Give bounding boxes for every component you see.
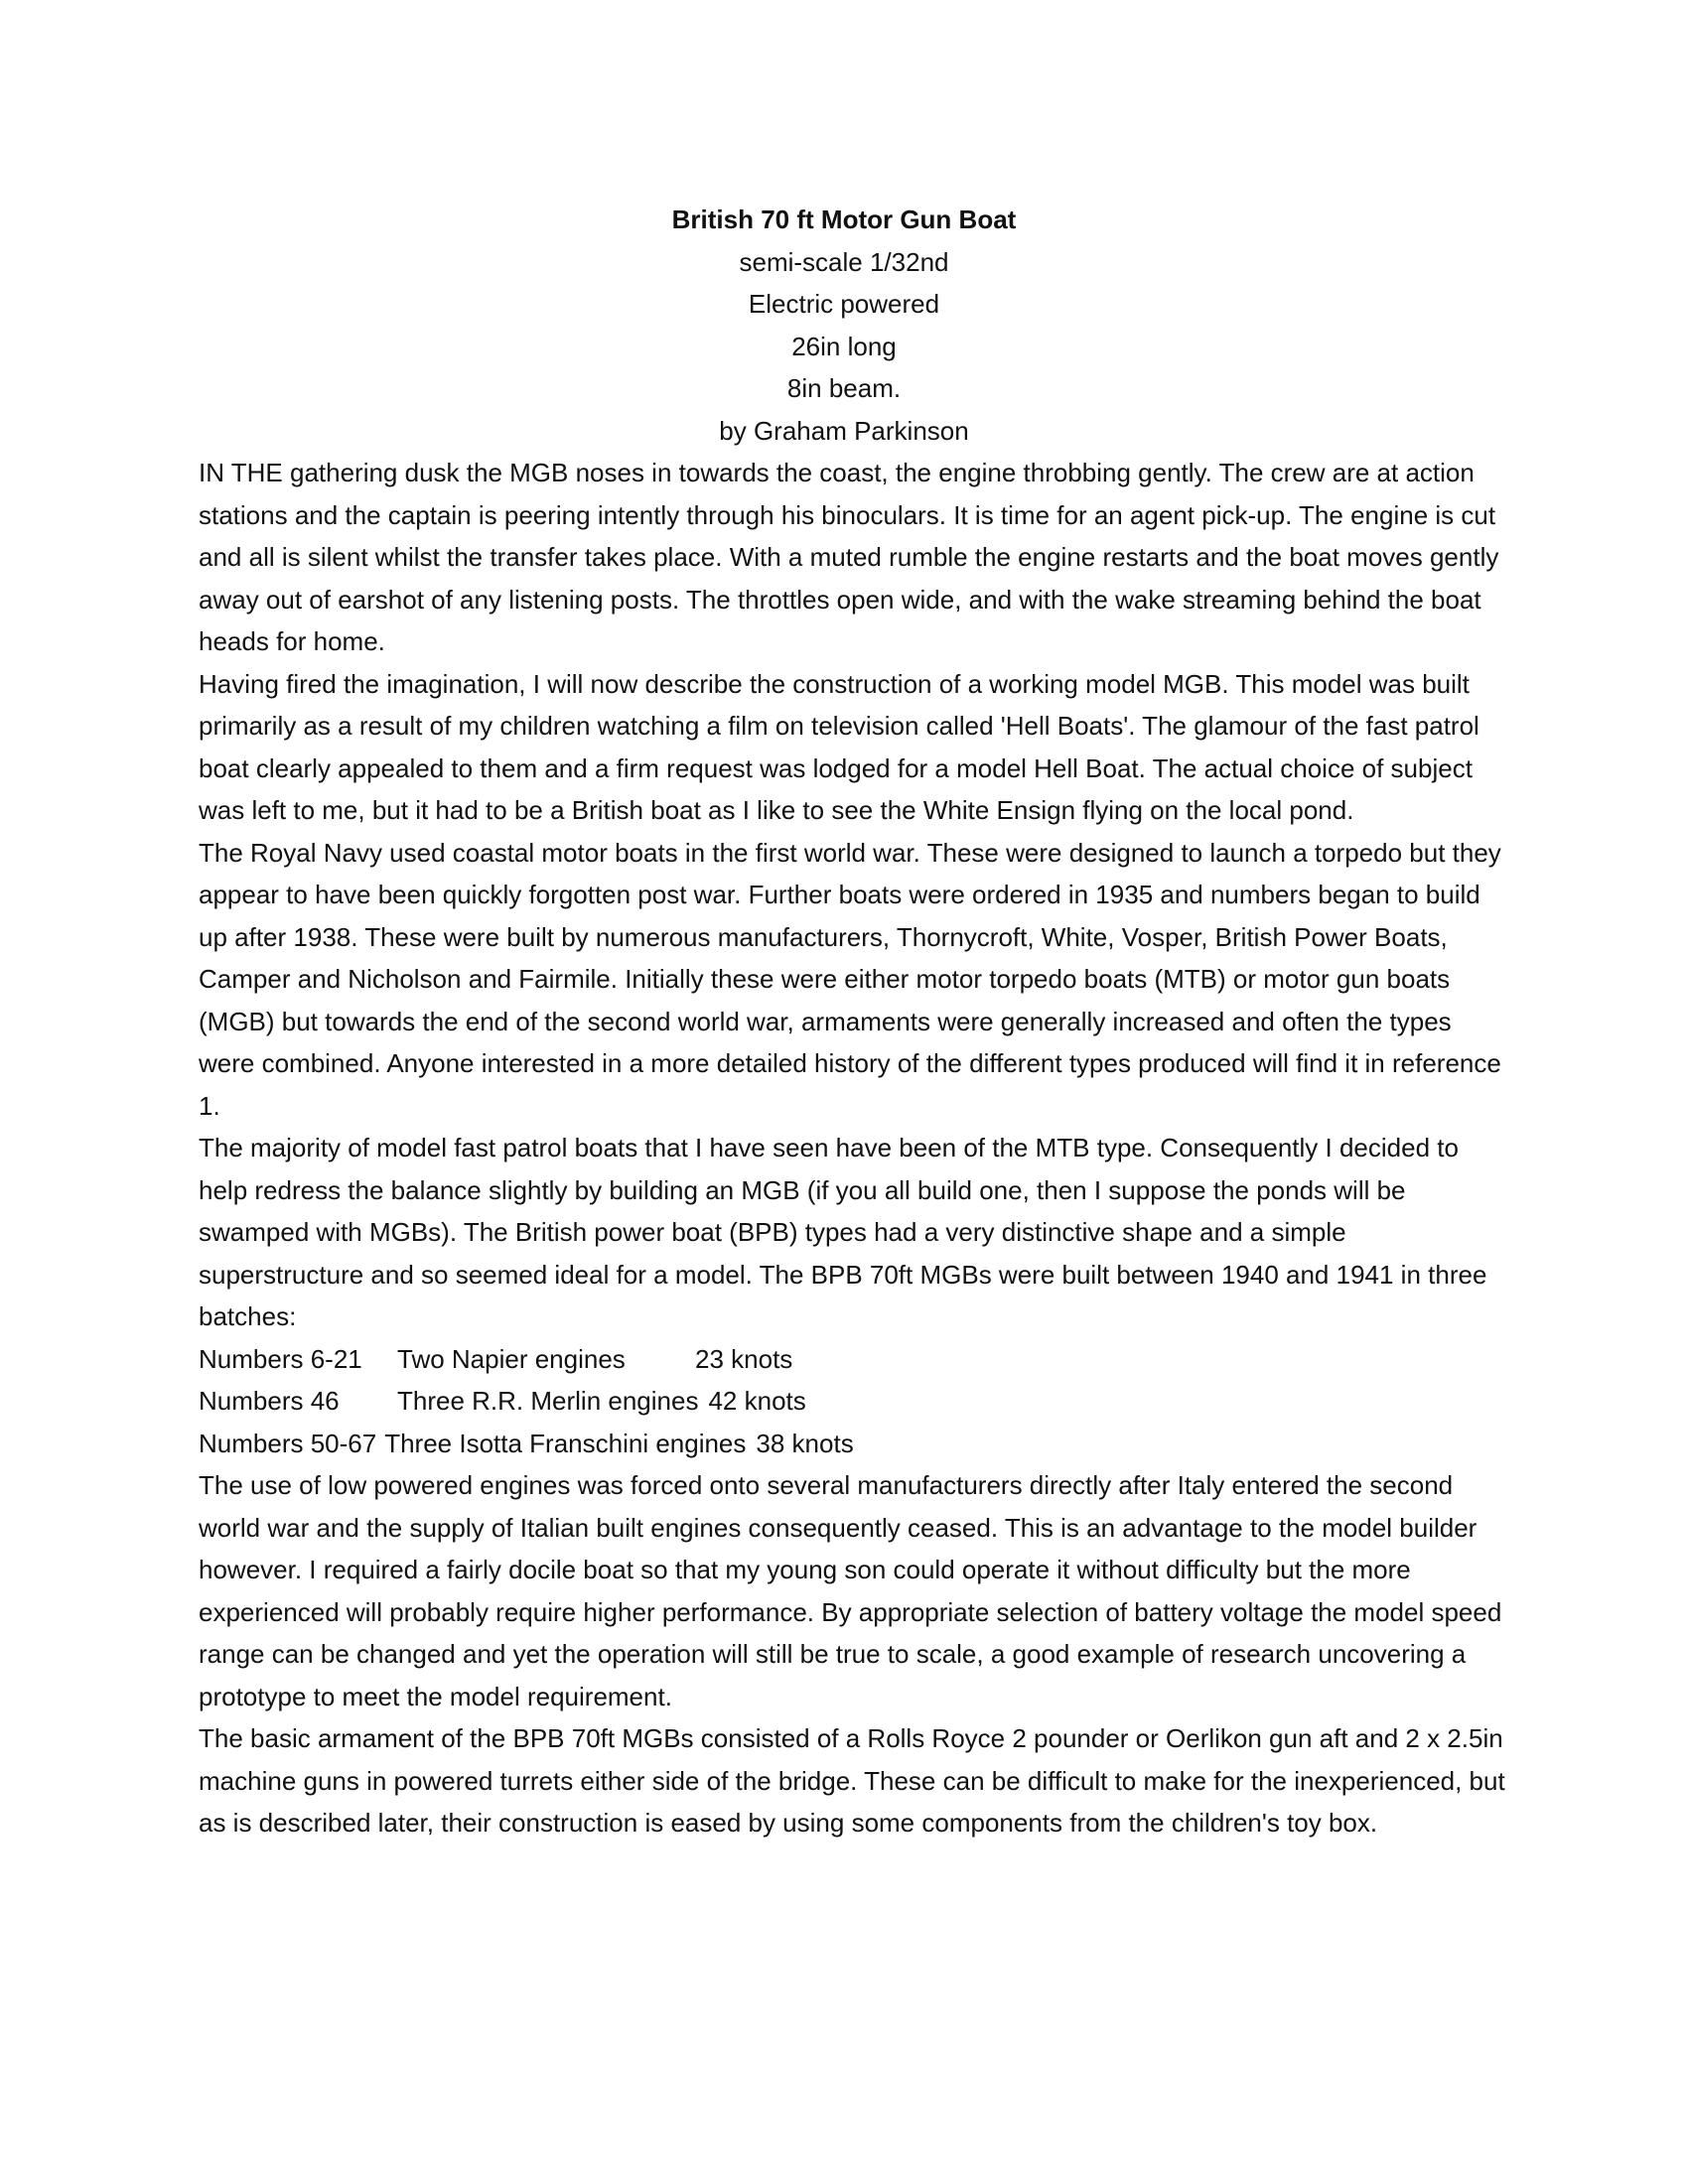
batch-speed: 42 knots (708, 1386, 806, 1416)
document-title: British 70 ft Motor Gun Boat (671, 205, 1017, 234)
subtitle-beam: 8in beam. (786, 373, 902, 403)
batch-numbers: Numbers 50-67 (199, 1428, 377, 1458)
batch-numbers: Numbers 46 (199, 1386, 340, 1416)
batch-speed: 38 knots (756, 1428, 854, 1458)
batch-row (199, 1338, 1509, 1381)
article-body (199, 452, 1509, 1844)
batch-row (199, 1380, 1509, 1423)
batch-speed: 23 knots (695, 1343, 793, 1374)
batch-engines: Two Napier engines (397, 1343, 626, 1374)
document-header (0, 199, 1688, 452)
paragraph-history: The Royal Navy used coastal motor boats in the first world war. These were designed to launch a torpedo but they appear to have been quickly forgotten post war. Further boats were ordered in 1935 and numbers began to build up after 1938. These were built by numerous manufacturers, Thornycroft, White, Vosper, British Power Boats, Camper and Nicholson and Fairmile. Initially these were either motor torpedo boats (MTB) or motor gun boats (MGB) but towards the end of the second world war, armaments were generally increased and often the types were combined. Anyone interested in a more detailed history of the different types produced will find it in reference 1. (199, 837, 1501, 1121)
author-byline: by Graham Parkinson (719, 415, 969, 446)
subtitle-length: 26in long (791, 331, 897, 361)
batch-row (199, 1423, 1509, 1465)
batch-engines: Three R.R. Merlin engines (397, 1386, 699, 1416)
subtitle-scale: semi-scale 1/32nd (739, 246, 949, 277)
paragraph-intro: IN THE gathering dusk the MGB noses in towards the coast, the engine throbbing gently. The crew are at action stations and the captain is peering intently through his binoculars. It is time for an agent pick-up. The engine is cut and all is silent whilst the transfer takes place. With a muted rumble the engine restarts and the boat moves gently away out of earshot of any listening posts. The throttles open wide, and with the wake streaming behind the boat heads for home. (199, 458, 1499, 656)
paragraph-armament: The basic armament of the BPB 70ft MGBs consisted of a Rolls Royce 2 pounder or Oerlikon gun aft and 2 x 2.5in machine guns in powered turrets either side of the bridge. These can be difficult to make for the inexperienced, but as is described later, their construction is eased by using some components from the children's toy box. (199, 1723, 1505, 1838)
paragraph-engines: The use of low powered engines was forced onto several manufacturers directly after Italy entered the second world war and the supply of Italian built engines consequently ceased. This is an advantage to the model builder however. I required a fairly docile boat so that my young son could operate it without difficulty but the more experienced will probably require higher performance. By appropriate selection of battery voltage the model speed range can be changed and yet the operation will still be true to scale, a good example of research uncovering a prototype to meet the model requirement. (199, 1470, 1502, 1711)
paragraph-motivation: Having fired the imagination, I will now describe the construction of a working model MGB. This model was built primarily as a result of my children watching a film on television called 'Hell Boats'. The glamour of the fast patrol boat clearly appealed to them and a firm request was lodged for a model Hell Boat. The actual choice of subject was left to me, but it had to be a British boat as I like to see the White Ensign flying on the local pond. (199, 668, 1479, 825)
batch-list (199, 1338, 1509, 1465)
paragraph-choice: The majority of model fast patrol boats that I have seen have been of the MTB type. Consequently I decided to help redress the balance slightly by building an MGB (if you all build one, then I suppose the ponds will be swamped with MGBs). The British power boat (BPB) types had a very distinctive shape and a simple superstructure and so seemed ideal for a model. The BPB 70ft MGBs were built between 1940 and 1941 in three batches: (199, 1133, 1487, 1331)
batch-engines: Three Isotta Franschini engines (384, 1428, 747, 1458)
batch-numbers: Numbers 6-21 (199, 1343, 362, 1374)
subtitle-power: Electric powered (748, 289, 940, 319)
